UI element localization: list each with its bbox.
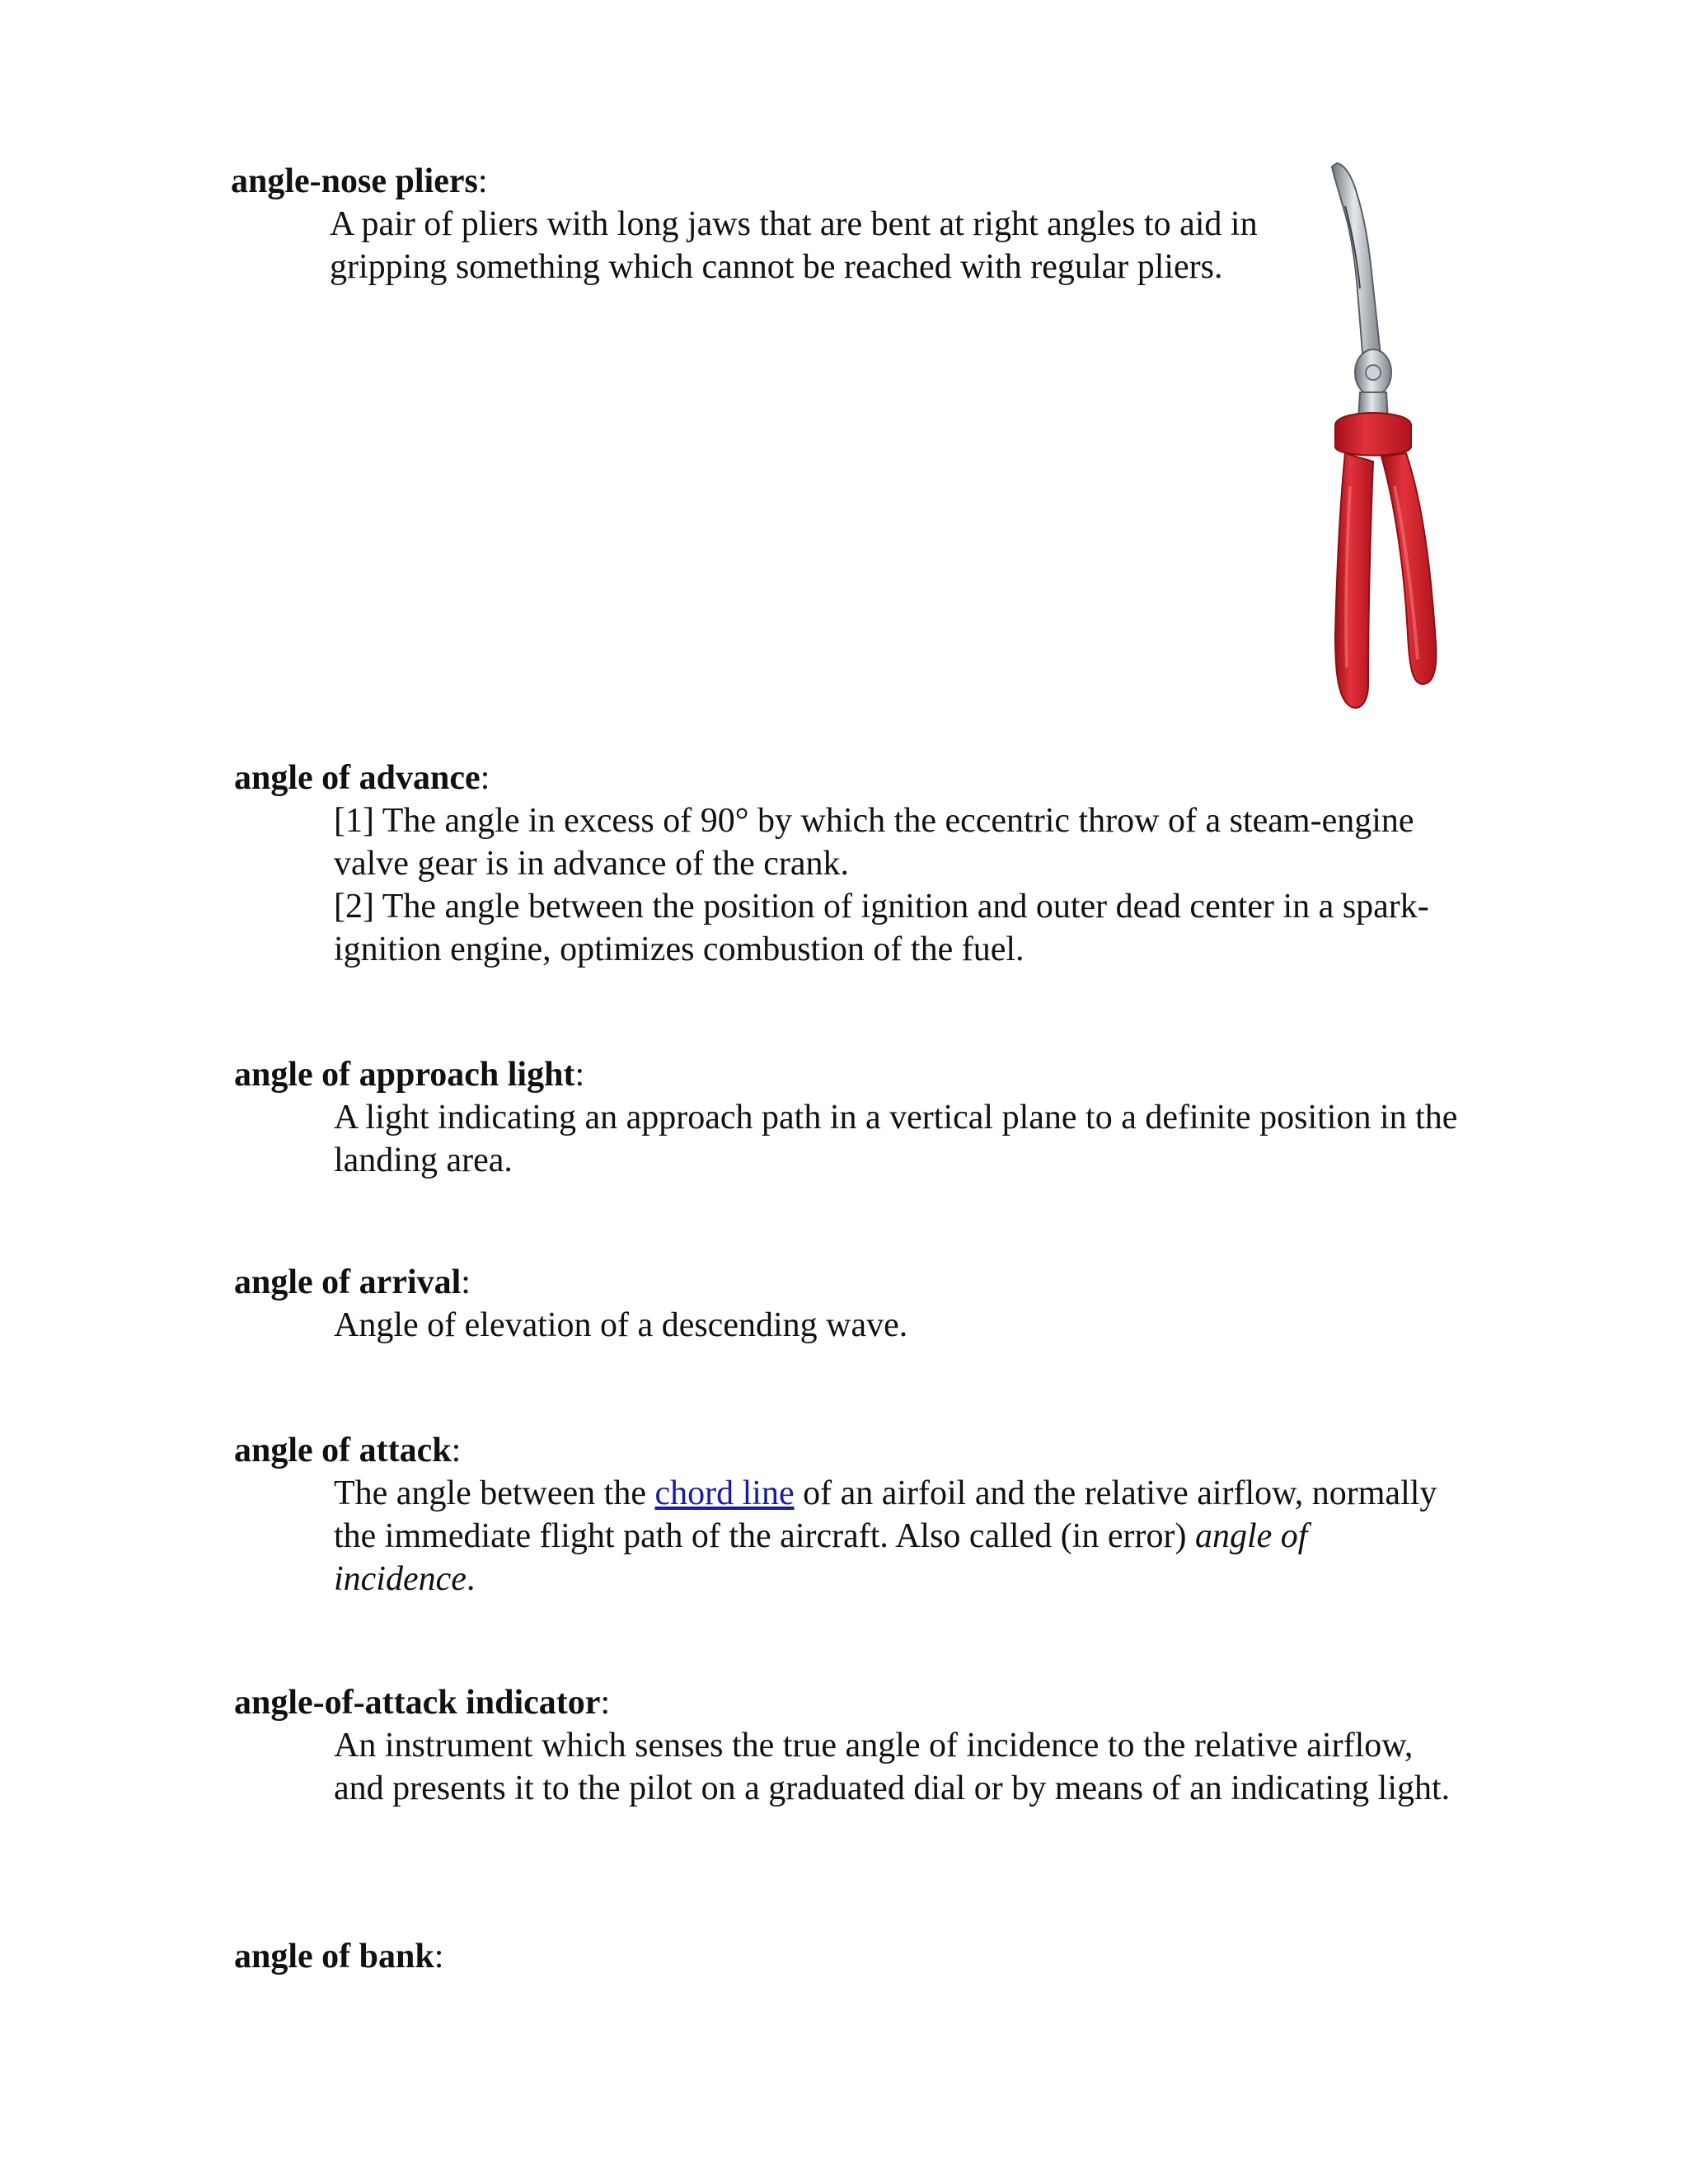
term-line-angle-nose-pliers	[231, 160, 488, 203]
term-colon: :	[451, 1432, 462, 1469]
definition-angle-of-approach-light	[334, 1096, 1471, 1182]
angle-nose-pliers-image	[1302, 157, 1459, 717]
term-angle-nose-pliers: angle-nose pliers	[231, 162, 478, 200]
definition-text-end: .	[466, 1560, 476, 1598]
term-angle-of-approach-light: angle of approach light	[234, 1056, 575, 1094]
term-angle-of-attack: angle of attack	[234, 1432, 452, 1469]
definition-text: Angle of elevation of a descending wave.	[334, 1306, 908, 1344]
term-line-angle-of-advance	[234, 757, 490, 799]
term-colon: :	[461, 1263, 471, 1301]
definition-angle-of-arrival	[334, 1304, 1471, 1347]
term-colon: :	[434, 1938, 444, 1975]
definition-text: A light indicating an approach path in a vertical plane to a definite position in the landing area.	[334, 1099, 1458, 1179]
term-line-angle-of-attack	[234, 1429, 461, 1472]
term-colon: :	[477, 162, 488, 200]
term-angle-of-bank: angle of bank	[234, 1938, 434, 1975]
term-angle-of-advance: angle of advance	[234, 759, 481, 797]
term-line-angle-of-bank	[234, 1935, 443, 1978]
definition-text-pre: The angle between the	[334, 1474, 655, 1512]
definition-text: A pair of pliers with long jaws that are bent at right angles to aid in gripping something which cannot be reached with regular pliers.	[330, 205, 1258, 286]
term-angle-of-attack-indicator: angle-of-attack indicator	[234, 1684, 601, 1722]
definition-sense-1: [1] The angle in excess of 90° by which the eccentric throw of a steam-engine valve gear is in advance of the crank.	[334, 802, 1414, 883]
chord-line-link[interactable]: chord line	[654, 1474, 795, 1512]
definition-angle-of-attack-indicator	[334, 1724, 1455, 1810]
term-line-angle-of-approach-light	[234, 1053, 584, 1096]
definition-angle-of-advance	[334, 799, 1455, 971]
term-line-angle-of-arrival	[234, 1261, 471, 1304]
definition-sense-2: [2] The angle between the position of ignition and outer dead center in a spark-ignition engine, optimizes combustion of the fuel.	[334, 888, 1429, 968]
term-colon: :	[574, 1056, 585, 1094]
definition-italic-term: angle of incidence	[334, 1517, 1308, 1598]
definition-text: An instrument which senses the true angle of incidence to the relative airflow, and presents it to the pilot on a graduated dial or by means of an indicating light.	[334, 1727, 1451, 1807]
term-colon: :	[480, 759, 490, 797]
definition-angle-nose-pliers	[330, 203, 1302, 288]
term-angle-of-arrival: angle of arrival	[234, 1263, 462, 1301]
definition-text-post: of an airfoil and the relative airflow, normally the immediate flight path of the aircraft. Also called (in error)	[334, 1474, 1437, 1555]
term-line-angle-of-attack-indicator	[234, 1681, 610, 1724]
definition-text	[334, 1472, 1438, 1601]
term-colon: :	[600, 1684, 611, 1722]
definition-angle-of-attack	[334, 1472, 1438, 1601]
